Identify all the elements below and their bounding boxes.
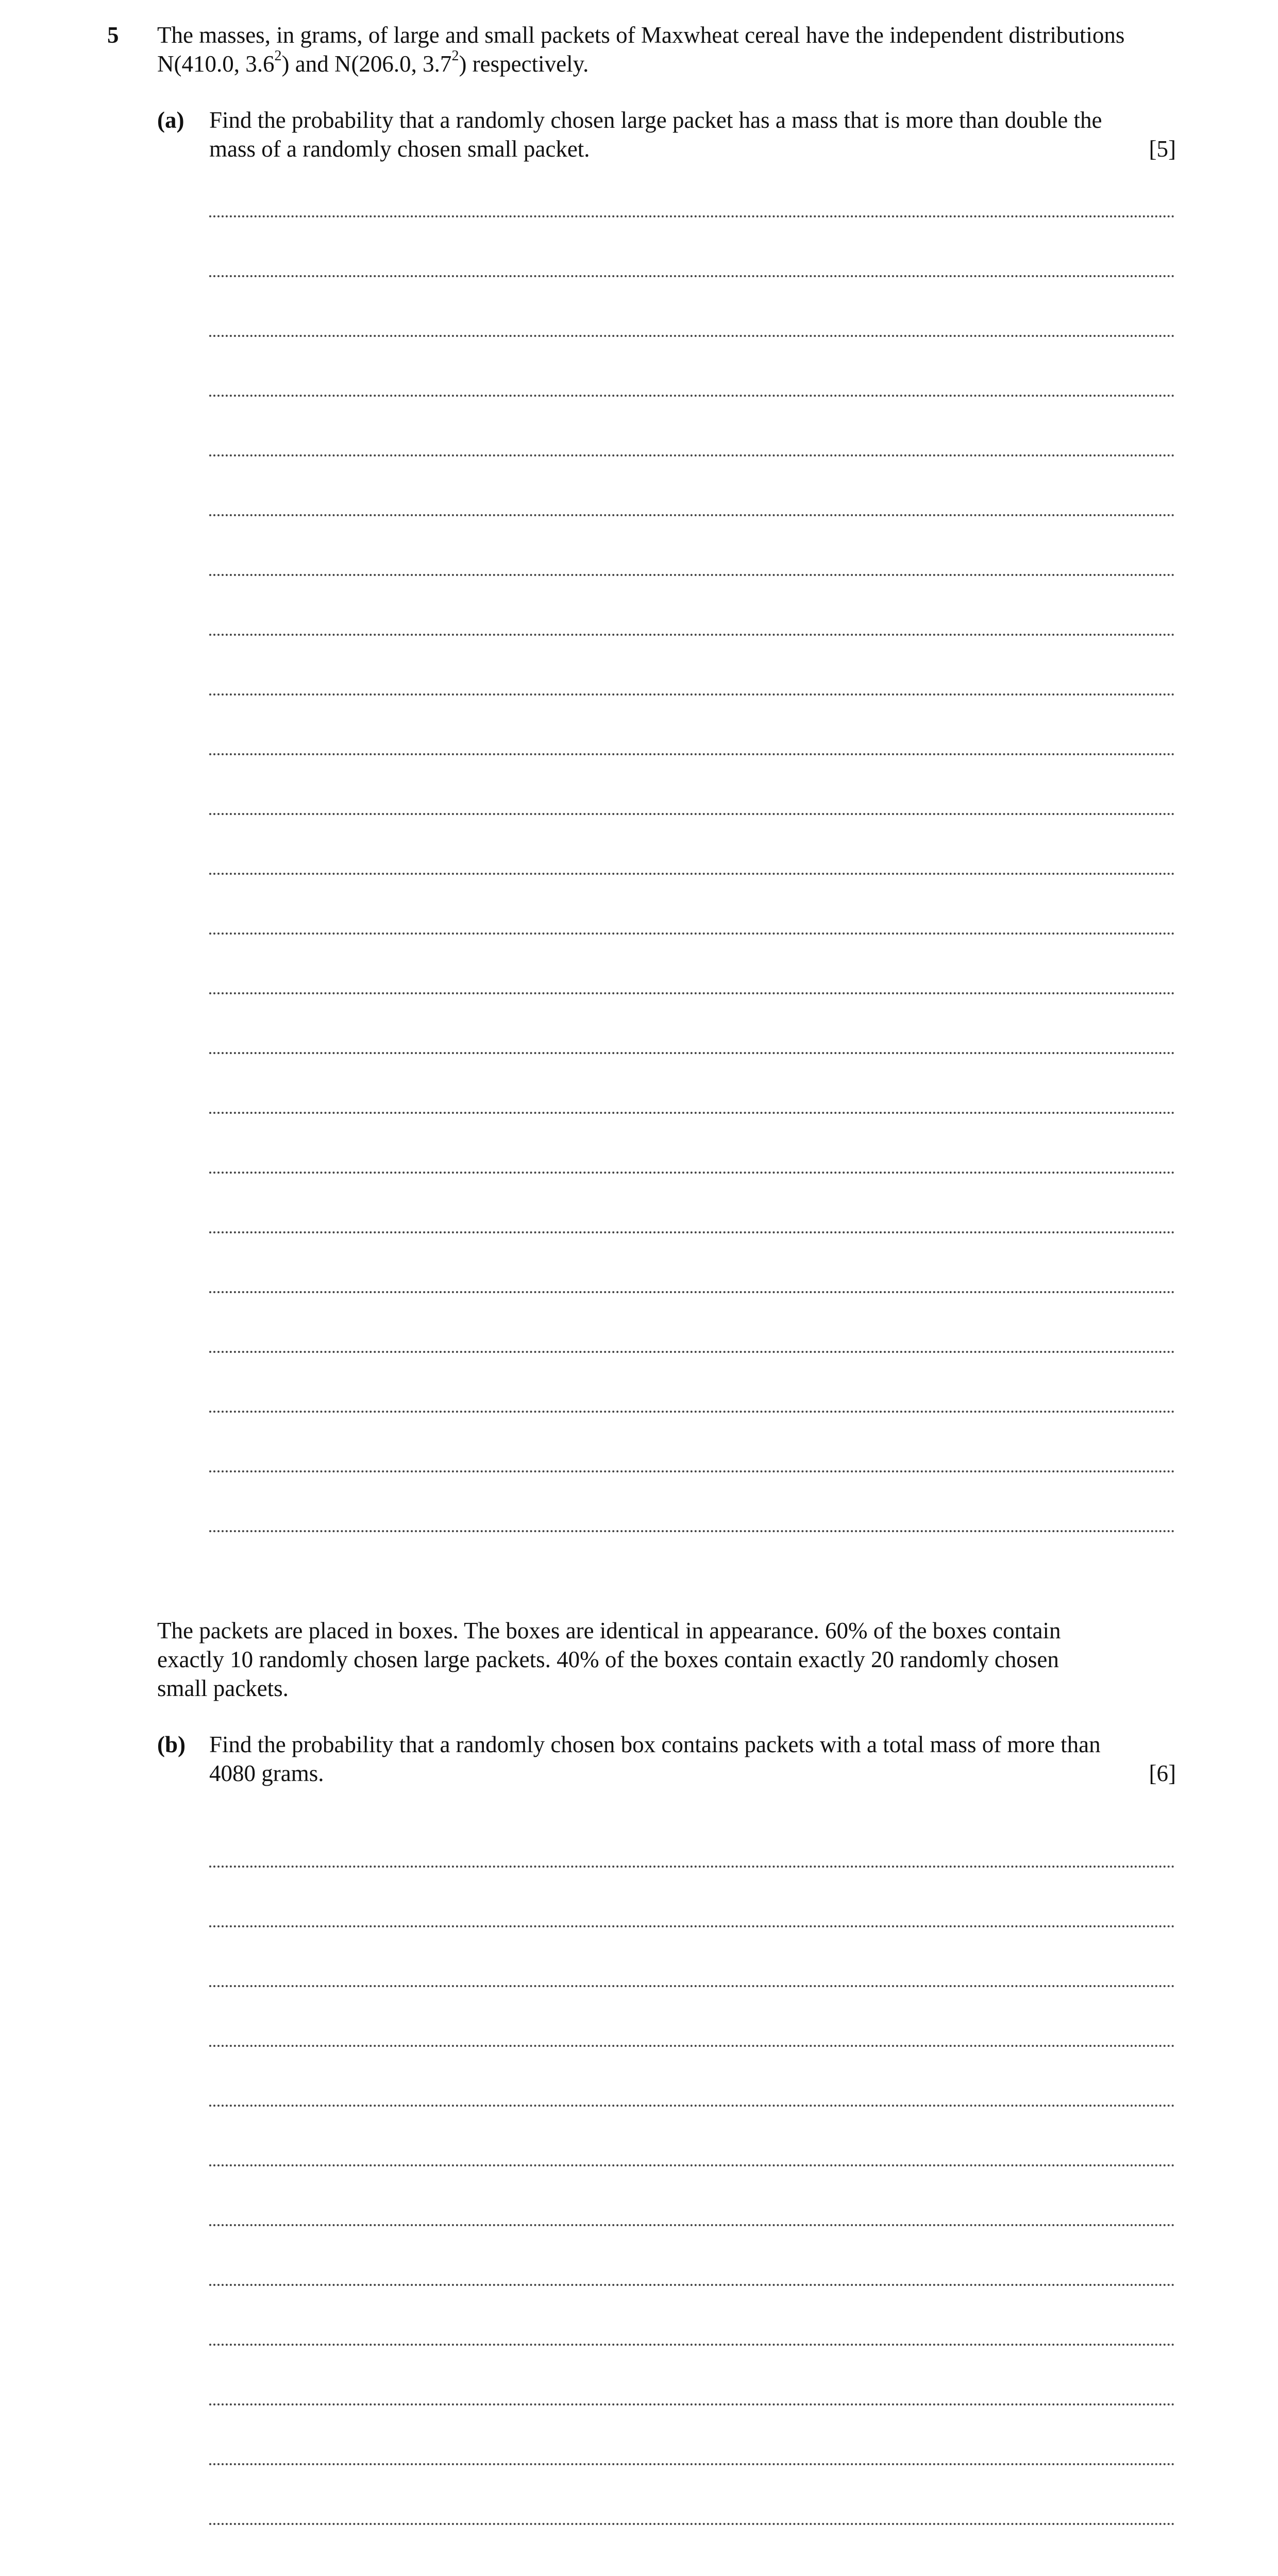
answer-line[interactable] (209, 395, 1175, 397)
answer-line[interactable] (209, 2164, 1175, 2166)
answer-line[interactable] (209, 2403, 1175, 2405)
answer-line[interactable] (209, 275, 1175, 277)
answer-line[interactable] (209, 1530, 1175, 1532)
question-number: 5 (107, 22, 119, 48)
answer-line[interactable] (209, 992, 1175, 994)
answer-line[interactable] (209, 634, 1175, 636)
answer-line[interactable] (209, 335, 1175, 337)
answer-line[interactable] (209, 753, 1175, 755)
answer-line[interactable] (209, 215, 1175, 217)
part-a-line-2: mass of a randomly chosen small packet. (209, 136, 590, 162)
answer-line[interactable] (209, 1231, 1175, 1233)
answer-line[interactable] (209, 1925, 1175, 1927)
part-a-marks: [5] (1149, 136, 1176, 162)
part-a-line-1: Find the probability that a randomly chosen large packet has a mass that is more than double the (209, 107, 1102, 133)
part-b-label: (b) (157, 1732, 186, 1757)
part-b-line-1: Find the probability that a randomly chosen box contains packets with a total mass of more than (209, 1732, 1101, 1757)
context-paragraph (157, 1616, 1176, 1703)
context-line-3: small packets. (157, 1675, 289, 1701)
part-b-marks: [6] (1149, 1760, 1176, 1786)
answer-line[interactable] (209, 1351, 1175, 1353)
answer-line[interactable] (209, 1112, 1175, 1114)
answer-line[interactable] (209, 1291, 1175, 1293)
answer-line[interactable] (209, 813, 1175, 815)
answer-line[interactable] (209, 2463, 1175, 2465)
context-line-1: The packets are placed in boxes. The boxes are identical in appearance. 60% of the boxes contain (157, 1618, 1061, 1643)
question-intro (157, 21, 1176, 78)
answer-line[interactable] (209, 1866, 1175, 1868)
part-a-label: (a) (157, 107, 184, 133)
answer-line[interactable] (209, 2105, 1175, 2107)
answer-line[interactable] (209, 1172, 1175, 1174)
answer-line[interactable] (209, 933, 1175, 935)
part-a-question (209, 106, 1176, 163)
answer-line[interactable] (209, 1052, 1175, 1054)
answer-line[interactable] (209, 514, 1175, 516)
answer-line[interactable] (209, 1985, 1175, 1987)
answer-line[interactable] (209, 873, 1175, 875)
answer-line[interactable] (209, 1411, 1175, 1413)
answer-line[interactable] (209, 1470, 1175, 1472)
context-line-2: exactly 10 randomly chosen large packets. 40% of the boxes contain exactly 20 randomly chosen (157, 1647, 1059, 1672)
part-b-question (209, 1730, 1176, 1788)
answer-line[interactable] (209, 693, 1175, 696)
answer-line[interactable] (209, 2284, 1175, 2286)
intro-line-1: The masses, in grams, of large and small packets of Maxwheat cereal have the independent distributions (157, 22, 1125, 48)
intro-line-2: N(410.0, $3.6^2$) and N(206.0, $3.7^2$) respectively. (157, 48, 589, 77)
answer-line[interactable] (209, 2045, 1175, 2047)
part-b-line-2: 4080 grams. (209, 1760, 324, 1786)
answer-line[interactable] (209, 454, 1175, 456)
answer-line[interactable] (209, 2523, 1175, 2525)
answer-line[interactable] (209, 2224, 1175, 2226)
answer-line[interactable] (209, 574, 1175, 576)
answer-line[interactable] (209, 2344, 1175, 2346)
